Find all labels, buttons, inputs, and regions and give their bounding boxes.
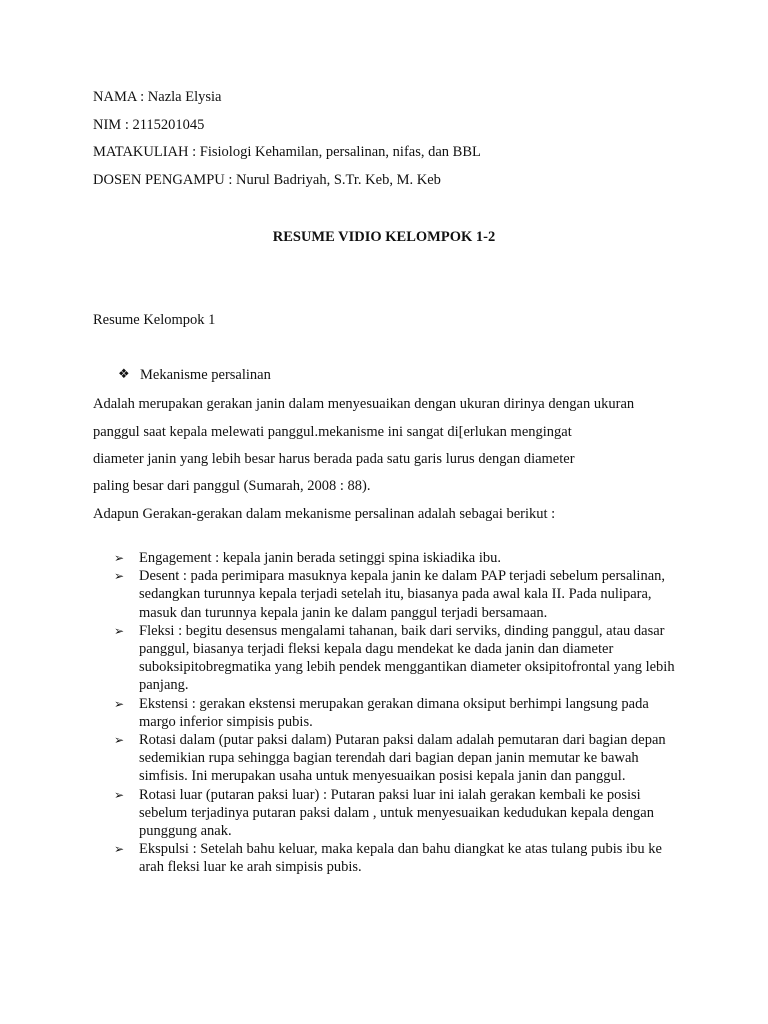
list-item-text: Rotasi luar (putaran paksi luar) : Putaran paksi luar ini ialah gerakan kembali ke posisi sebelum terjadinya putaran paksi dalam , untuk menyesuaikan kedudukan kepala dengan punggung anak. [139, 786, 654, 840]
list-item-text: Rotasi dalam (putar paksi dalam) Putaran paksi dalam adalah pemutaran dari bagian depan sedemikian rupa sehingga bagian terendah dari bagian depan janin memutar ke bawah simfisis. Ini merupakan usaha untuk menyesuaikan posisi kepala janin dan panggul. [139, 732, 666, 785]
list-item [114, 840, 680, 876]
paragraph-line: diameter janin yang lebih besar harus berada pada satu garis lurus dengan diameter [93, 451, 575, 467]
document-title: RESUME VIDIO KELOMPOK 1-2 [272, 229, 496, 245]
arrow-bullet-icon: ➢ [114, 842, 125, 857]
student-nim: NIM : 2115201045 [93, 117, 205, 133]
student-name: NAMA : Nazla Elysia [93, 89, 222, 105]
list-item-text: Desent : pada perimipara masuknya kepala janin ke dalam PAP terjadi sebelum persalinan, sedangkan turunnya kepala terjadi setelah itu, biasanya pada awal kala II. Pada nulipara, masuk dan turunnya kepala janin ke dalam panggul terjadi bersamaan. [139, 568, 666, 621]
subheading: Mekanisme persalinan [140, 367, 271, 383]
arrow-bullet-icon: ➢ [114, 569, 125, 584]
arrow-bullet-icon: ➢ [114, 787, 125, 802]
section-label: Resume Kelompok 1 [93, 312, 216, 328]
arrow-bullet-icon: ➢ [114, 733, 125, 748]
paragraph-line: paling besar dari panggul (Sumarah, 2008 : 88). [93, 478, 371, 494]
arrow-bullet-icon: ➢ [114, 551, 125, 565]
list-item-text: Ekstensi : gerakan ekstensi merupakan gerakan dimana oksiput berhimpi langsung pada margo inferior simpisis pubis. [139, 695, 649, 730]
list-item-text: Engagement : kepala janin berada setinggi spina iskiadika ibu. [139, 550, 501, 566]
list-item [114, 695, 680, 731]
paragraph-line: panggul saat kepala melewati panggul.mekanisme ini sangat di[erlukan mengingat [93, 424, 572, 440]
list-item-text: Fleksi : begitu desensus mengalami tahanan, baik dari serviks, dinding panggul, atau dasar panggul, biasanya terjadi fleksi kepala dagu mendekat ke dada janin dan diameter suboksipitobregmatika yang lebih pendek menggantikan diameter oksipitofrontal yang lebih panjang. [139, 622, 675, 694]
arrow-bullet-icon: ➢ [114, 623, 125, 638]
course-name: MATAKULIAH : Fisiologi Kehamilan, persalinan, nifas, dan BBL [93, 144, 481, 160]
paragraph-line: Adalah merupakan gerakan janin dalam menyesuaikan dengan ukuran dirinya dengan ukuran [93, 396, 635, 412]
list-item [114, 731, 680, 786]
list-item [114, 567, 680, 622]
list-item [114, 622, 680, 695]
mechanism-list [114, 549, 680, 877]
arrow-bullet-icon: ➢ [114, 696, 125, 711]
intro-text: Adapun Gerakan-gerakan dalam mekanisme persalinan adalah sebagai berikut : [93, 506, 556, 522]
lecturer-name: DOSEN PENGAMPU : Nurul Badriyah, S.Tr. Keb, M. Keb [93, 172, 441, 188]
list-item-text: Ekspulsi : Setelah bahu keluar, maka kepala dan bahu diangkat ke atas tulang pubis ibu ke arah fleksi luar ke arah simpisis pubis. [139, 841, 662, 876]
diamond-bullet-icon: ❖ [118, 367, 130, 382]
list-item [114, 786, 680, 841]
list-item [114, 549, 680, 567]
